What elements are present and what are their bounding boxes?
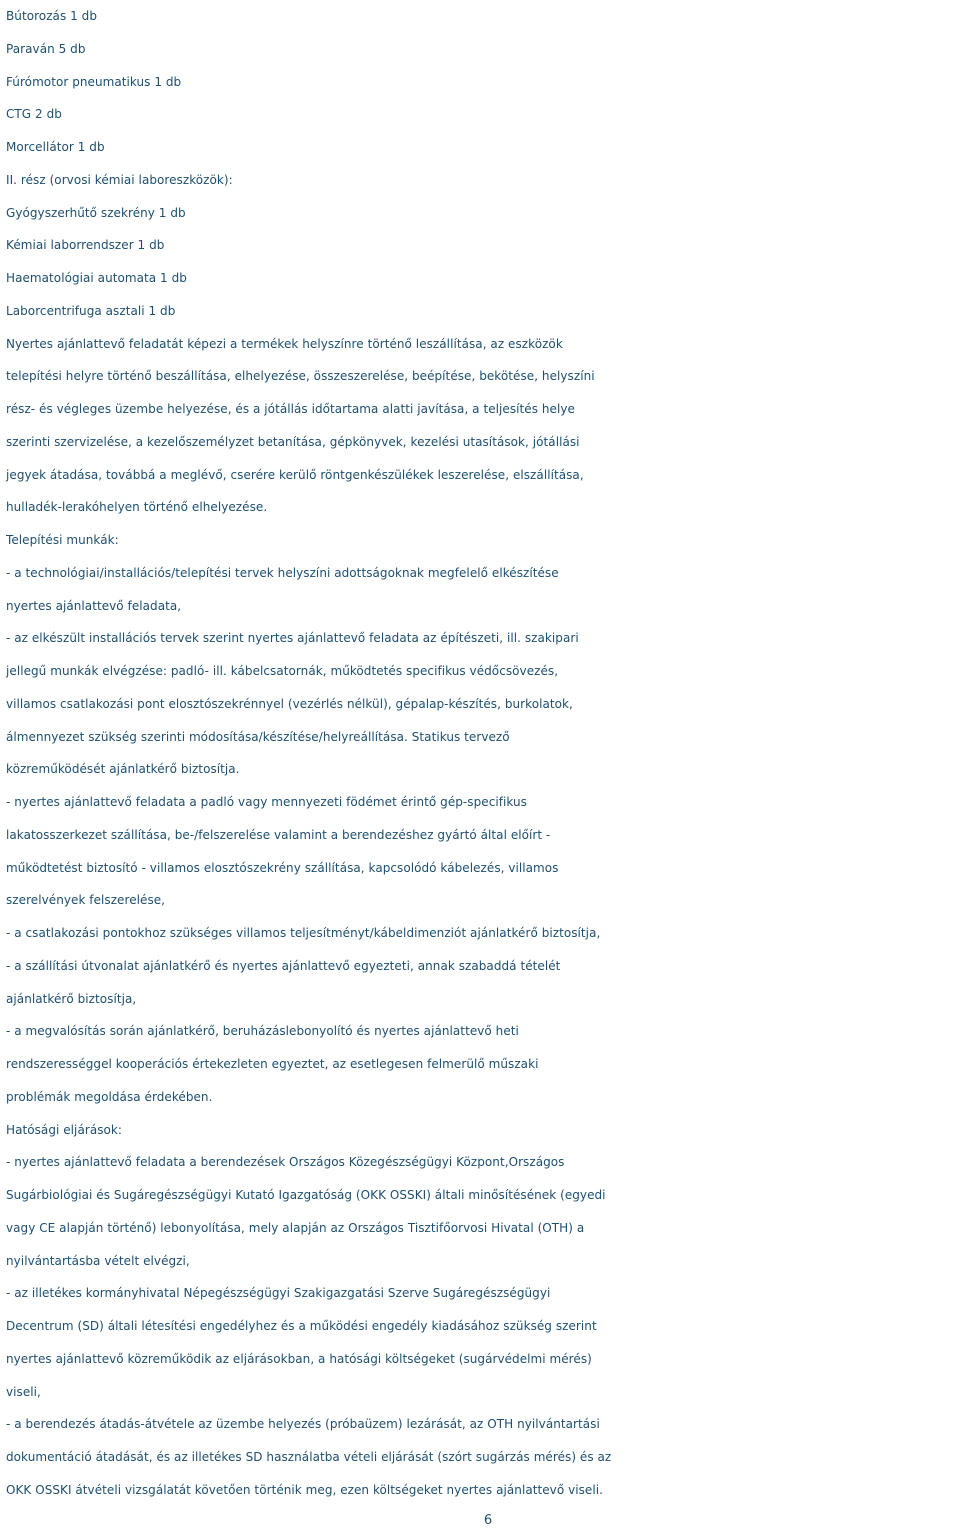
text-line: - a szállítási útvonalat ajánlatkérő és nyertes ajánlattevő egyezteti, annak szabaddá tételét (6, 958, 561, 973)
text-line: lakatosszerkezet szállítása, be-/felszerelése valamint a berendezéshez gyártó által előírt - (6, 827, 551, 842)
text-line: dokumentáció átadását, és az illetékes SD használatba vételi eljárását (szórt sugárzás mérés) és az (6, 1450, 612, 1464)
text-line: rész- és végleges üzembe helyezése, és a jótállás időtartama alatti javítása, a teljesítés helye (6, 402, 575, 416)
text-line: szerelvények felszerelése, (6, 893, 166, 908)
text-line: - a megvalósítás során ajánlatkérő, beruházáslebonyolító és nyertes ajánlattevő heti (6, 1024, 519, 1039)
text-line: Hatósági eljárások: (6, 1122, 123, 1137)
text-line: Morcellátor 1 db (6, 140, 105, 154)
text-line: álmennyezet szükség szerinti módosítása/készítése/helyreállítása. Statikus tervező (6, 729, 510, 744)
text-line: Bútorozás 1 db (6, 9, 97, 23)
text-line: problémák megoldása érdekében. (6, 1089, 213, 1104)
text-line: OKK OSSKI átvételi vizsgálatát követően történik meg, ezen költségeket nyertes ajánlattevő viseli. (6, 1482, 603, 1497)
text-line: - az illetékes kormányhivatal Népegészségügyi Szakigazgatási Szerve Sugáregészségügyi (6, 1286, 551, 1301)
text-line: Haematológiai automata 1 db (6, 271, 187, 285)
text-line: villamos csatlakozási pont elosztószekrénnyel (vezérlés nélkül), gépalap-készítés, burkolatok, (6, 696, 573, 711)
text-line: Paraván 5 db (6, 41, 86, 56)
text-line: - az elkészült installációs tervek szerint nyertes ajánlattevő feladata az építészeti, ill. szakipari (6, 631, 579, 646)
text-line: Gyógyszerhűtő szekrény 1 db (6, 205, 186, 220)
text-line: Laborcentrifuga asztali 1 db (6, 303, 176, 318)
text-line: CTG 2 db (6, 107, 62, 122)
text-line: - a technológiai/installációs/telepítési tervek helyszíni adottságoknak megfelelő elkészítése (6, 565, 559, 580)
text-line: jegyek átadása, továbbá a meglévő, cserére kerülő röntgenkészülékek leszerelése, elszállítása, (6, 467, 584, 482)
text-line: Decentrum (SD) általi létesítési engedélyhez és a működési engedély kiadásához szükség szerint (6, 1319, 597, 1333)
text-line: működtetést biztosító - villamos elosztószekrény szállítása, kapcsolódó kábelezés, villamos (6, 860, 559, 875)
text-line: II. rész (orvosi kémiai laboreszközök): (6, 172, 233, 187)
text-line: Fúrómotor pneumatikus 1 db (6, 74, 182, 89)
text-line: Kémiai laborrendszer 1 db (6, 238, 165, 253)
text-line: - nyertes ajánlattevő feladata a berendezések Országos Közegészségügyi Központ,Országos (6, 1155, 565, 1170)
text-line: jellegű munkák elvégzése: padló- ill. kábelcsatornák, működtetés specifikus védőcsövezés, (6, 664, 559, 678)
text-line: szerinti szervizelése, a kezelőszemélyzet betanítása, gépkönyvek, kezelési utasítások, jótállási (6, 434, 580, 449)
text-line: nyertes ajánlattevő feladata, (6, 598, 182, 613)
text-line: rendszerességgel kooperációs értekezleten egyeztet, az esetlegesen felmerülő műszaki (6, 1057, 539, 1071)
text-line: - a csatlakozási pontokhoz szükséges villamos teljesítményt/kábeldimenziót ajánlatkérő biztosítja, (6, 926, 601, 940)
text-line: Telepítési munkák: (6, 533, 119, 547)
text-line: Nyertes ajánlattevő feladatát képezi a termékek helyszínre történő leszállítása, az eszközök (6, 336, 563, 351)
text-line: nyilvántartásba vételt elvégzi, (6, 1253, 190, 1268)
text-line: Sugárbiológiai és Sugáregészségügyi Kutató Igazgatóság (OKK OSSKI) általi minősítésének (egyedi (6, 1188, 606, 1202)
text-line: nyertes ajánlattevő közreműködik az eljárásokban, a hatósági költségeket (sugárvédelmi mérés) (6, 1351, 592, 1366)
text-line: közreműködését ajánlatkérő biztosítja. (6, 762, 240, 777)
page-number: 6 (483, 1513, 493, 1528)
text-line: viseli, (6, 1384, 41, 1399)
text-line: ajánlatkérő biztosítja, (6, 991, 137, 1006)
text-line: telepítési helyre történő beszállítása, elhelyezése, összeszerelése, beépítése, bekötése, helyszíni (6, 369, 595, 384)
document-body (6, 0, 960, 1507)
text-line: - nyertes ajánlattevő feladata a padló vagy mennyezeti födémet érintő gép-specifikus (6, 795, 527, 809)
text-line: hulladék-lerakóhelyen történő elhelyezése. (6, 500, 268, 515)
text-line: - a berendezés átadás-átvétele az üzembe helyezés (próbaüzem) lezárását, az OTH nyilvántartási (6, 1417, 600, 1432)
text-line: vagy CE alapján történő) lebonyolítása, mely alapján az Országos Tisztifőorvosi Hivatal (OTH) a (6, 1220, 585, 1235)
